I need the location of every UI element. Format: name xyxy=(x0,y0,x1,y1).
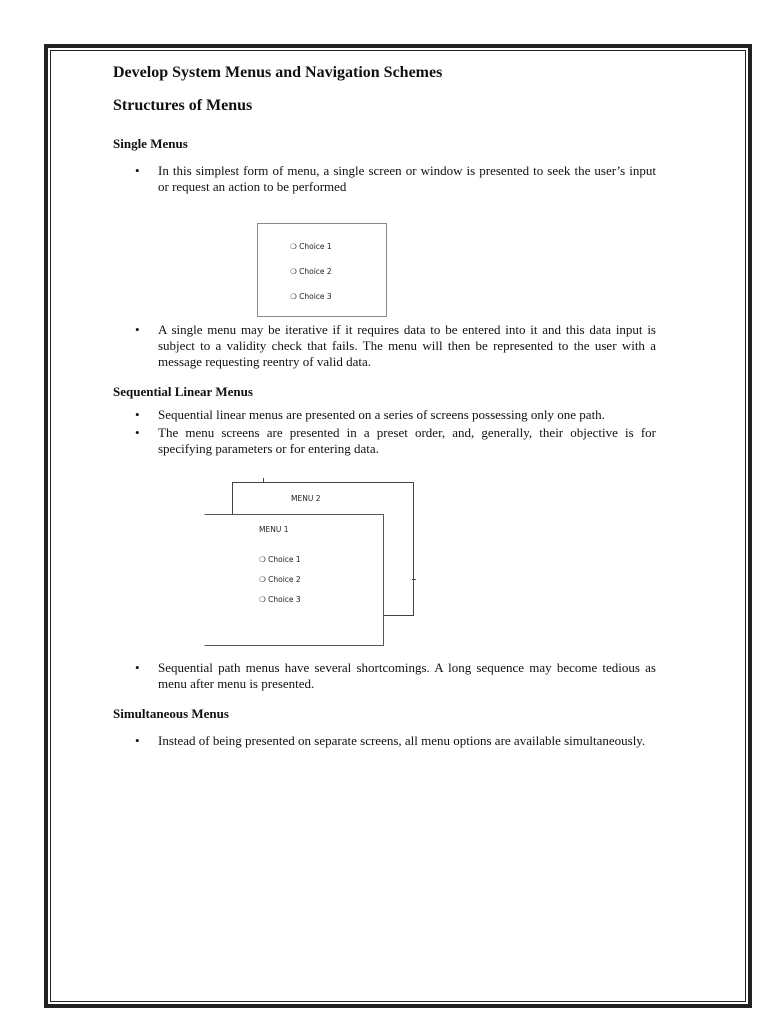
connector-line xyxy=(263,478,264,483)
bullet-icon: • xyxy=(135,322,140,337)
bullet-icon: • xyxy=(135,660,140,675)
single-menus-list-1 xyxy=(113,163,656,195)
sequential-linear-heading: Sequential Linear Menus xyxy=(113,384,253,399)
list-item xyxy=(113,660,656,692)
choice-item xyxy=(259,595,301,604)
section-title: Structures of Menus xyxy=(113,97,253,114)
bullet-text: Instead of being presented on separate screens, all menu options are available simultaneously. xyxy=(158,733,646,748)
bullet-icon: • xyxy=(135,733,140,748)
menu-1-screen xyxy=(204,514,384,646)
list-item xyxy=(113,322,656,370)
bullet-text: A single menu may be iterative if it requires data to be entered into it and this data input is subject to a validity check that fails. The menu will then be represented to the user with a message requesting reentry of valid data. xyxy=(158,322,656,369)
bullet-text: The menu screens are presented in a preset order, and, generally, their objective is for specifying parameters or for entering data. xyxy=(158,425,656,456)
section-block xyxy=(113,96,673,116)
choice-item xyxy=(290,267,332,276)
choice-label: Choice 2 xyxy=(299,267,332,276)
radio-icon: ❍ xyxy=(290,292,297,301)
simultaneous-heading: Simultaneous Menus xyxy=(113,706,229,721)
choice-label: Choice 1 xyxy=(299,242,332,251)
choice-item xyxy=(290,242,332,251)
document-title: Develop System Menus and Navigation Schemes xyxy=(113,64,443,81)
radio-icon: ❍ xyxy=(259,575,266,584)
radio-icon: ❍ xyxy=(259,595,266,604)
title-block xyxy=(113,60,673,83)
choice-item xyxy=(259,555,301,564)
choice-label: Choice 1 xyxy=(268,555,301,564)
radio-icon: ❍ xyxy=(290,242,297,251)
single-menus-heading-block xyxy=(113,135,673,152)
connector-tick xyxy=(412,579,416,580)
bullet-text: Sequential linear menus are presented on a series of screens possessing only one path. xyxy=(158,407,605,422)
radio-icon: ❍ xyxy=(290,267,297,276)
single-menus-heading: Single Menus xyxy=(113,136,188,151)
sequential-heading-block xyxy=(113,383,673,400)
sequential-list-1 xyxy=(113,407,656,457)
radio-icon: ❍ xyxy=(259,555,266,564)
bullet-text: In this simplest form of menu, a single screen or window is presented to seek the user’s input or request an action to be performed xyxy=(158,163,656,194)
bullet-text: Sequential path menus have several shortcomings. A long sequence may become tedious as menu after menu is presented. xyxy=(158,660,656,691)
list-item xyxy=(113,425,656,457)
choice-label: Choice 2 xyxy=(268,575,301,584)
menu-2-label: MENU 2 xyxy=(291,494,321,503)
single-menu-figure xyxy=(257,223,387,317)
single-menus-list-2 xyxy=(113,322,656,370)
list-item xyxy=(113,733,656,749)
choice-label: Choice 3 xyxy=(268,595,301,604)
sequential-list-2 xyxy=(113,660,656,692)
simultaneous-heading-block xyxy=(113,705,673,722)
bullet-icon: • xyxy=(135,163,140,178)
simultaneous-list xyxy=(113,733,656,749)
choice-item xyxy=(290,292,332,301)
bullet-icon: • xyxy=(135,407,140,422)
choice-label: Choice 3 xyxy=(299,292,332,301)
choice-item xyxy=(259,575,301,584)
list-item xyxy=(113,163,656,195)
list-item xyxy=(113,407,656,423)
menu-1-label: MENU 1 xyxy=(259,525,289,534)
bullet-icon: • xyxy=(135,425,140,440)
